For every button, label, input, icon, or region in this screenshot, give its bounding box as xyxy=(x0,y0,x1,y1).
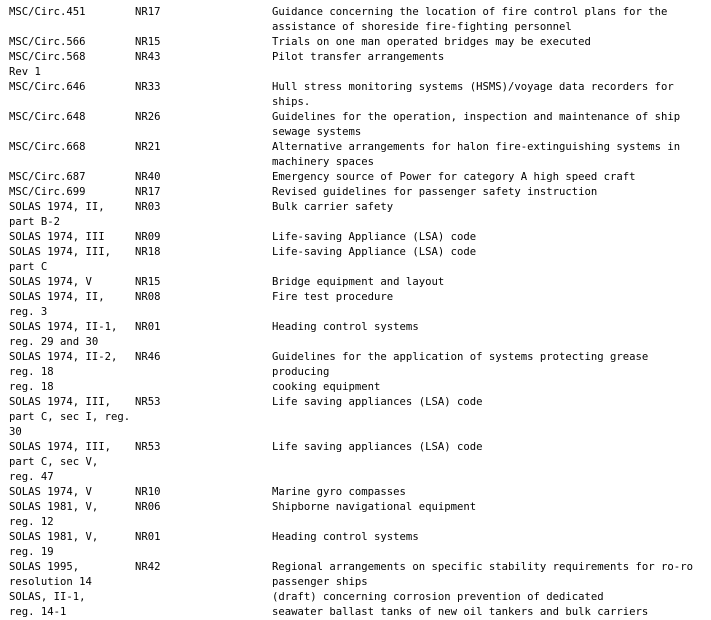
regulation-reference-line: part C, sec I, reg. xyxy=(9,411,131,423)
list-item xyxy=(9,275,711,290)
regulation-title xyxy=(272,185,702,200)
regulation-title xyxy=(272,290,702,305)
nr-code: NR10 xyxy=(135,486,161,498)
regulation-reference-line: SOLAS 1974, II, xyxy=(9,201,105,213)
nr-code: NR03 xyxy=(135,201,161,213)
regulation-reference-line: resolution 14 xyxy=(9,576,92,588)
list-item xyxy=(9,485,711,500)
regulation-list xyxy=(9,5,711,620)
regulation-reference-line: reg. 19 xyxy=(9,546,54,558)
regulation-title xyxy=(272,80,702,110)
regulation-reference xyxy=(9,80,135,95)
regulation-title xyxy=(272,35,702,50)
regulation-reference xyxy=(9,560,135,590)
list-item xyxy=(9,110,711,140)
regulation-title xyxy=(272,230,702,245)
regulation-reference xyxy=(9,350,135,395)
nr-code: NR53 xyxy=(135,396,161,408)
regulation-title-line: Guidance concerning the location of fire control plans for the xyxy=(272,6,668,18)
list-item xyxy=(9,5,711,35)
regulation-title-line: Heading control systems xyxy=(272,321,419,333)
regulation-reference-line: MSC/Circ.668 xyxy=(9,141,86,153)
regulation-reference-line: SOLAS 1981, V, xyxy=(9,501,99,513)
nr-code: NR46 xyxy=(135,351,161,363)
list-item xyxy=(9,440,711,485)
regulation-reference-line: 30 xyxy=(9,426,22,438)
regulation-reference xyxy=(9,275,135,290)
nr-code: NR01 xyxy=(135,321,161,333)
regulation-reference-line: MSC/Circ.699 xyxy=(9,186,86,198)
regulation-reference xyxy=(9,50,135,80)
list-item xyxy=(9,530,711,560)
regulation-reference xyxy=(9,185,135,200)
regulation-title xyxy=(272,560,702,590)
regulation-reference xyxy=(9,140,135,155)
regulation-reference-line: reg. 3 xyxy=(9,306,48,318)
regulation-reference xyxy=(9,500,135,530)
regulation-reference-line: part C xyxy=(9,261,48,273)
list-item xyxy=(9,185,711,200)
regulation-title-line: Bulk carrier safety xyxy=(272,201,394,213)
regulation-title-line: Hull stress monitoring systems (HSMS)/voyage data recorders for ships. xyxy=(272,81,681,108)
regulation-reference xyxy=(9,290,135,320)
regulation-reference-line: SOLAS 1995, xyxy=(9,561,80,573)
list-item xyxy=(9,50,711,80)
nr-code: NR15 xyxy=(135,276,161,288)
regulation-reference-line: SOLAS, II-1, xyxy=(9,591,86,603)
regulation-reference xyxy=(9,395,135,440)
regulation-reference-line: SOLAS 1974, III xyxy=(9,231,105,243)
regulation-title-line: Guidelines for the operation, inspection and maintenance of ship xyxy=(272,111,681,123)
regulation-title-line: Bridge equipment and layout xyxy=(272,276,445,288)
nr-code: NR08 xyxy=(135,291,161,303)
regulation-reference xyxy=(9,590,135,620)
regulation-title-line: Life saving appliances (LSA) code xyxy=(272,396,483,408)
regulation-reference-line: MSC/Circ.648 xyxy=(9,111,86,123)
regulation-reference-line: SOLAS 1974, V xyxy=(9,486,92,498)
regulation-title xyxy=(272,275,702,290)
regulation-title-line: Emergency source of Power for category A high speed craft xyxy=(272,171,636,183)
nr-code: NR15 xyxy=(135,36,161,48)
regulation-title xyxy=(272,170,702,185)
regulation-title-line: cooking equipment xyxy=(272,381,381,393)
regulation-title xyxy=(272,395,702,410)
regulation-title-line: Alternative arrangements for halon fire-extinguishing systems in xyxy=(272,141,681,153)
regulation-title-line: Life-saving Appliance (LSA) code xyxy=(272,231,477,243)
regulation-title-line: Shipborne navigational equipment xyxy=(272,501,477,513)
list-item xyxy=(9,500,711,530)
list-item xyxy=(9,245,711,275)
nr-code: NR26 xyxy=(135,111,161,123)
regulation-title-line: passenger ships xyxy=(272,576,368,588)
regulation-title-line: Heading control systems xyxy=(272,531,419,543)
regulation-reference xyxy=(9,110,135,125)
regulation-title xyxy=(272,200,702,215)
regulation-reference-line: SOLAS 1974, III, xyxy=(9,396,112,408)
regulation-reference-line: SOLAS 1974, II, xyxy=(9,291,105,303)
nr-code: NR18 xyxy=(135,246,161,258)
regulation-reference-line: MSC/Circ.568 xyxy=(9,51,86,63)
regulation-title xyxy=(272,5,702,35)
list-item xyxy=(9,590,711,620)
regulation-title xyxy=(272,320,702,335)
regulation-reference xyxy=(9,245,135,275)
nr-code: NR01 xyxy=(135,531,161,543)
regulation-title-line: sewage systems xyxy=(272,126,362,138)
regulation-reference xyxy=(9,440,135,485)
regulation-reference xyxy=(9,35,135,50)
regulation-title-line: Regional arrangements on specific stability requirements for ro-ro xyxy=(272,561,693,573)
regulation-reference xyxy=(9,170,135,185)
nr-code: NR53 xyxy=(135,441,161,453)
regulation-reference-line: part C, sec V, xyxy=(9,456,99,468)
list-item xyxy=(9,80,711,110)
regulation-title xyxy=(272,530,702,545)
regulation-reference xyxy=(9,485,135,500)
regulation-title xyxy=(272,140,702,170)
regulation-reference-line: SOLAS 1974, II-1, xyxy=(9,321,118,333)
nr-code: NR21 xyxy=(135,141,161,153)
regulation-reference-line: SOLAS 1974, V xyxy=(9,276,92,288)
regulation-title xyxy=(272,590,702,620)
nr-code: NR17 xyxy=(135,6,161,18)
regulation-reference-line: MSC/Circ.646 xyxy=(9,81,86,93)
regulation-reference-line: reg. 29 and 30 xyxy=(9,336,99,348)
regulation-title-line: Life-saving Appliance (LSA) code xyxy=(272,246,477,258)
list-item xyxy=(9,140,711,170)
regulation-title-line: Trials on one man operated bridges may be executed xyxy=(272,36,591,48)
regulation-title-line: (draft) concerning corrosion prevention of dedicated xyxy=(272,591,604,603)
regulation-reference-line: SOLAS 1981, V, xyxy=(9,531,99,543)
list-item xyxy=(9,35,711,50)
regulation-reference xyxy=(9,200,135,230)
regulation-title-line: Guidelines for the application of systems protecting grease producing xyxy=(272,351,655,378)
regulation-title xyxy=(272,440,702,455)
regulation-reference-line: SOLAS 1974, III, xyxy=(9,441,112,453)
regulation-title xyxy=(272,485,702,500)
regulation-reference-line: MSC/Circ.566 xyxy=(9,36,86,48)
regulation-reference-line: MSC/Circ.687 xyxy=(9,171,86,183)
nr-code: NR09 xyxy=(135,231,161,243)
regulation-reference-line: SOLAS 1974, III, xyxy=(9,246,112,258)
regulation-title-line: Marine gyro compasses xyxy=(272,486,406,498)
nr-code: NR06 xyxy=(135,501,161,513)
regulation-title xyxy=(272,350,702,395)
nr-code: NR40 xyxy=(135,171,161,183)
regulation-reference-line: SOLAS 1974, II-2, xyxy=(9,351,118,363)
regulation-title-line: assistance of shoreside fire-fighting personnel xyxy=(272,21,572,33)
nr-code: NR42 xyxy=(135,561,161,573)
list-item xyxy=(9,350,711,395)
regulation-reference-line: reg. 18 xyxy=(9,366,54,378)
nr-code: NR43 xyxy=(135,51,161,63)
list-item xyxy=(9,170,711,185)
list-item xyxy=(9,395,711,440)
regulation-reference xyxy=(9,5,135,20)
list-item xyxy=(9,230,711,245)
regulation-title-line: Fire test procedure xyxy=(272,291,394,303)
regulation-title xyxy=(272,245,702,260)
regulation-title xyxy=(272,500,702,515)
regulation-reference-line: reg. 47 xyxy=(9,471,54,483)
regulation-title-line: Revised guidelines for passenger safety instruction xyxy=(272,186,598,198)
regulation-reference xyxy=(9,530,135,560)
list-item xyxy=(9,200,711,230)
list-item xyxy=(9,560,711,590)
regulation-reference-line: part B-2 xyxy=(9,216,61,228)
regulation-title xyxy=(272,110,702,140)
regulation-title-line: Life saving appliances (LSA) code xyxy=(272,441,483,453)
regulation-reference-line: Rev 1 xyxy=(9,66,41,78)
regulation-reference xyxy=(9,230,135,245)
regulation-title-line: Pilot transfer arrangements xyxy=(272,51,445,63)
regulation-reference-line: MSC/Circ.451 xyxy=(9,6,86,18)
nr-code: NR33 xyxy=(135,81,161,93)
list-item xyxy=(9,290,711,320)
regulation-reference-line: reg. 12 xyxy=(9,516,54,528)
regulation-reference-line: reg. 14-1 xyxy=(9,606,67,618)
regulation-title xyxy=(272,50,702,65)
list-item xyxy=(9,320,711,350)
regulation-reference xyxy=(9,320,135,350)
regulation-title-line: seawater ballast tanks of new oil tankers and bulk carriers xyxy=(272,606,649,618)
regulation-reference-line: reg. 18 xyxy=(9,381,54,393)
nr-code: NR17 xyxy=(135,186,161,198)
regulation-title-line: machinery spaces xyxy=(272,156,375,168)
